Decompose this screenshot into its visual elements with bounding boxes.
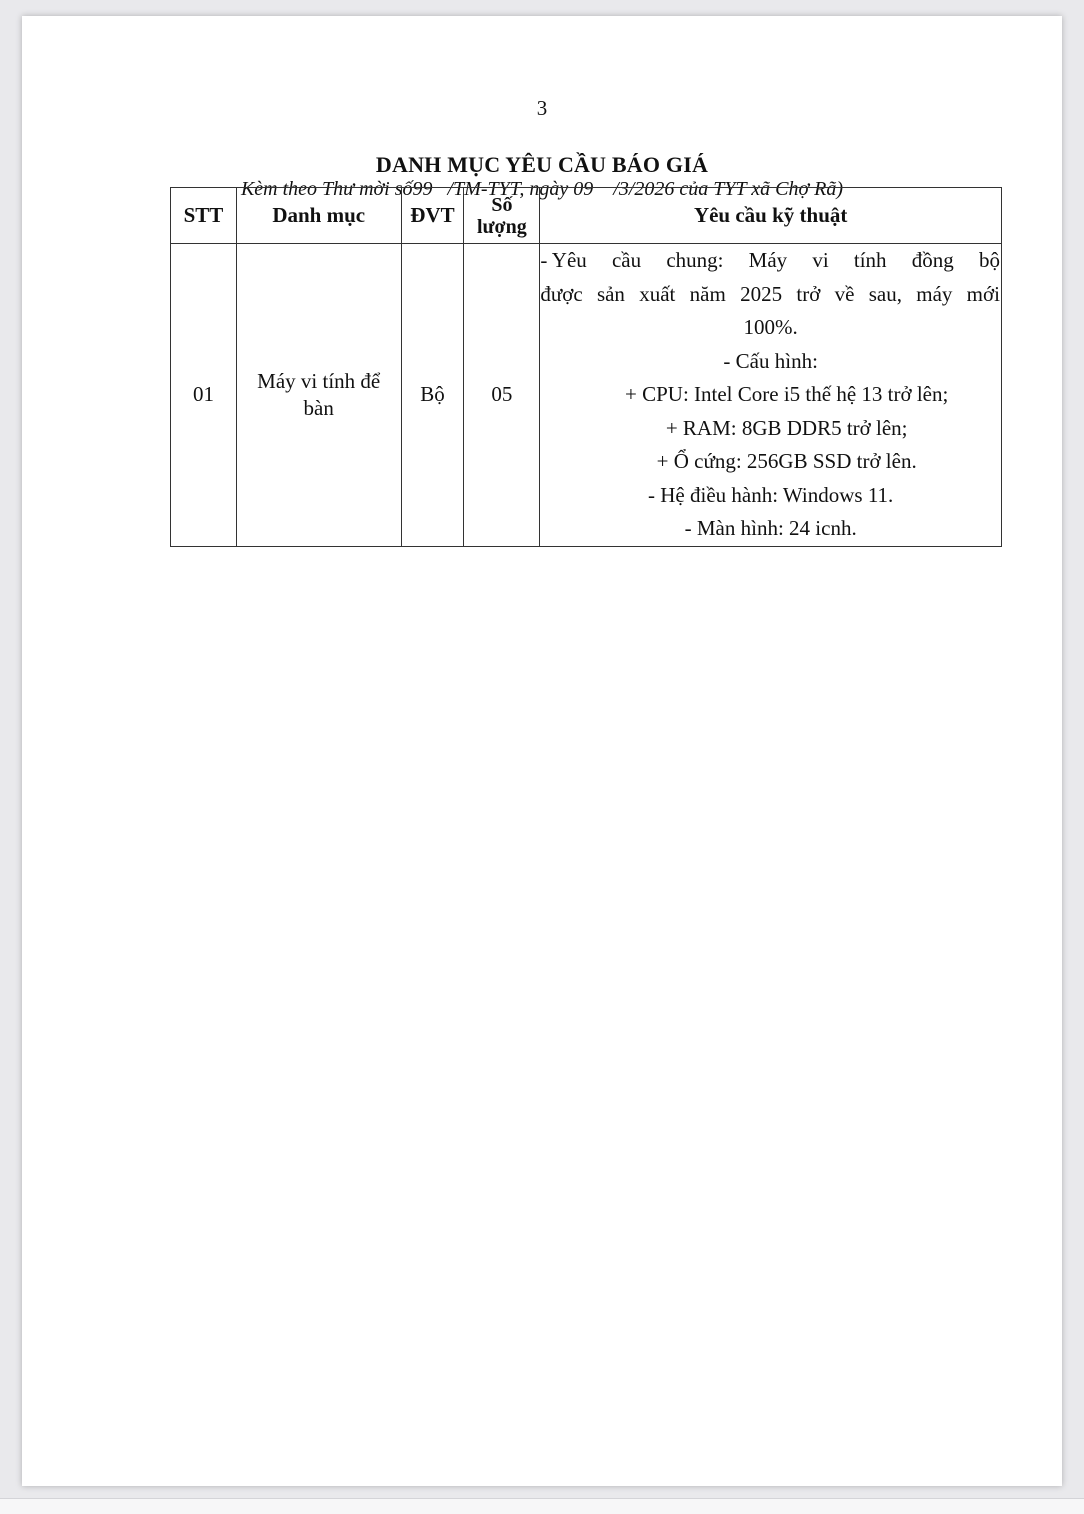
header-quantity-line1: Số [491,193,513,216]
spec-word: sản [596,281,625,306]
spec-word: về [834,281,855,306]
document-page [22,16,1062,1486]
spec-word: Máy [748,248,788,272]
spec-word: mới [966,281,1000,306]
spec-general-line2 [540,278,1001,312]
quotation-table [170,187,1002,547]
cell-stt: 01 [171,244,237,547]
spec-word: vi [812,248,829,272]
next-page-edge [0,1498,1084,1514]
header-unit: ĐVT [401,188,464,244]
spec-os: - Hệ điều hành: Windows 11. [648,482,894,507]
document-subtitle: Kèm theo Thư mời số99 /TM-TYT, ngày 09 /3/2026 của TYT xã Chợ Rã) [240,178,844,200]
spec-config-storage: + Ổ cứng: 256GB SSD trở lên. [656,449,917,473]
spec-general-line1 [540,244,1001,278]
header-quantity [464,188,540,244]
cell-quantity: 05 [464,244,540,547]
spec-general-line3: 100%. [743,315,798,339]
cell-category-line2: bàn [303,395,334,420]
header-category: Danh mục [236,188,401,244]
cell-category [236,244,401,547]
table-header-row [171,188,1002,244]
spec-word: đồng [911,248,954,272]
spec-config-label: - Cấu hình: [723,348,818,373]
header-spec: Yêu cầu kỹ thuật [540,188,1002,244]
spec-word: trở [796,281,821,306]
spec-config-cpu: + CPU: Intel Core i5 thế hệ 13 trở lên; [625,382,949,406]
spec-word: máy [916,281,953,306]
table-row [171,244,1002,547]
spec-word: - Yêu [540,248,587,272]
spec-word: năm [689,281,726,306]
spec-word: sau, [868,281,902,306]
header-quantity-line2: lượng [477,215,527,238]
spec-word: bộ [978,248,1000,272]
spec-word: 2025 [740,281,783,306]
cell-spec [540,244,1002,547]
spec-config-ram: + RAM: 8GB DDR5 trở lên; [665,415,908,440]
cell-category-line1: Máy vi tính để [257,368,381,393]
spec-monitor: - Màn hình: 24 icnh. [684,516,857,540]
page-number: 3 [536,96,548,120]
spec-word: được [540,281,583,306]
cell-unit: Bộ [401,244,464,547]
spec-word: chung: [666,248,724,272]
spec-word: tính [853,248,887,272]
header-stt: STT [171,188,237,244]
document-title: DANH MỤC YÊU CẦU BÁO GIÁ [375,152,709,177]
spec-word: cầu [611,248,642,272]
spec-word: xuất [639,281,676,306]
